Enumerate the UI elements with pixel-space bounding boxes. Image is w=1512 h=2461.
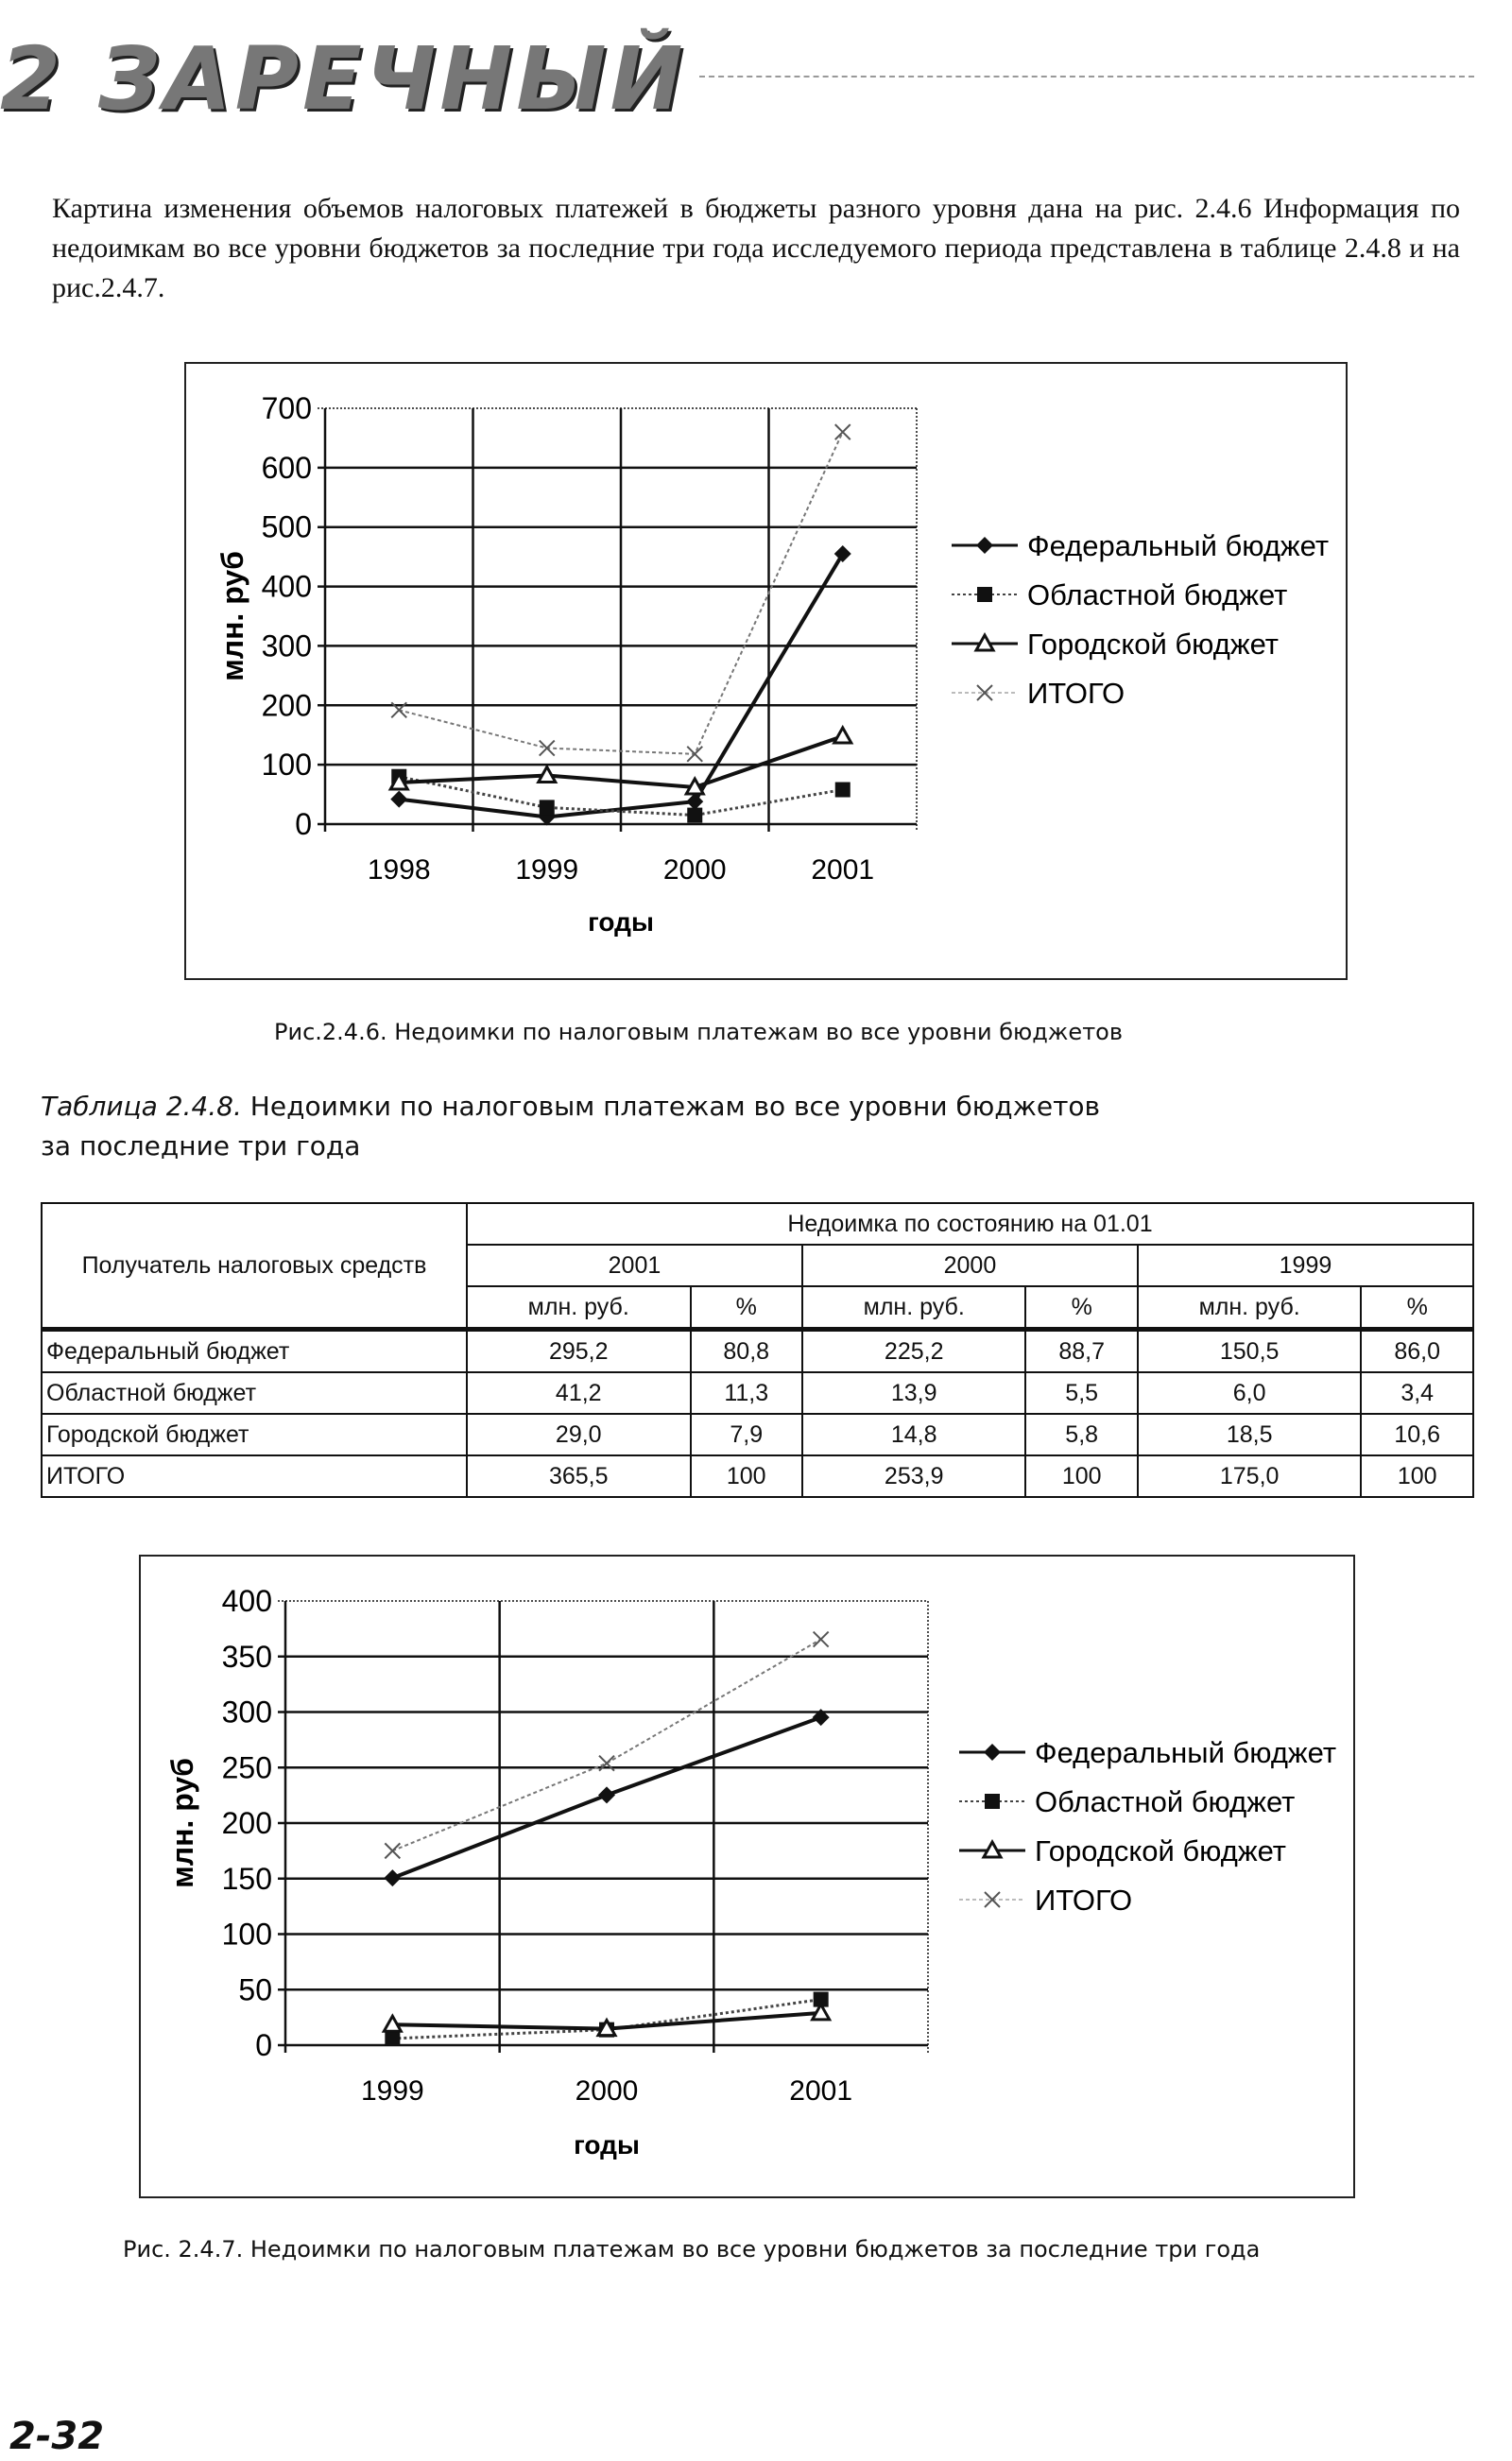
x-tick-label: 2000 [662,854,727,886]
data-point [835,424,850,439]
table-cell: 100 [691,1455,802,1497]
legend-label: ИТОГО [1035,1884,1133,1917]
legend-label: Федеральный бюджет [1027,529,1330,562]
section-logo: 2 ЗАРЕЧНЫЙ [0,28,687,129]
y-tick-label: 400 [221,1584,272,1618]
figure-2-frame [139,1555,1355,2198]
y-tick-label: 200 [221,1806,272,1840]
x-tick-label: 2001 [789,2075,853,2107]
table-cell: 29,0 [467,1414,691,1455]
y-tick-label: 50 [238,1972,272,2007]
legend-label: Городской бюджет [1027,628,1279,661]
figure-1-chart [186,364,1346,978]
figure-2-caption: Рис. 2.4.7. Недоимки по налоговым платежам во все уровни бюджетов за последние три года [123,2236,1261,2263]
legend-label: Городской бюджет [1035,1834,1286,1867]
data-point [686,793,703,810]
y-tick-label: 100 [261,748,312,783]
y-tick-label: 0 [295,807,312,841]
data-point [835,783,850,798]
y-tick-label: 100 [221,1917,272,1952]
series-line [392,1640,820,1851]
legend-label: ИТОГО [1027,677,1125,710]
table-cell: 150,5 [1138,1330,1362,1373]
x-tick-label: 1999 [515,854,579,886]
data-point [390,791,407,808]
legend-label: Областной бюджет [1027,578,1288,611]
y-axis-title: млн. руб [215,551,249,681]
legend-label: Федеральный бюджет [1035,1736,1337,1769]
x-tick-label: 1999 [360,2075,424,2107]
y-tick-label: 150 [221,1861,272,1896]
figure-1-frame [184,362,1348,980]
data-point [834,728,851,743]
data-point [540,800,555,815]
intro-paragraph: Картина изменения объемов налоговых платежей в бюджеты разного уровня дана на рис. 2.4.6 Информация по недоимкам во все уровни бюджетов за последние три года исследуемого периода представлена в таблице 2.4.8 и на рис.2.4.7. [52,193,1460,303]
table-cell: 7,9 [691,1414,802,1455]
table-cell: 5,8 [1025,1414,1137,1455]
row-label: Городской бюджет [42,1414,467,1455]
data-point [598,1786,615,1803]
table-cell: 100 [1025,1455,1137,1497]
arrears-table [41,1202,1474,1498]
page-number: 2-32 [9,2415,105,2458]
y-tick-label: 350 [221,1639,272,1674]
y-tick-label: 300 [261,628,312,663]
table-cell: 13,9 [802,1372,1026,1414]
data-point [384,1869,401,1886]
table-cell: 80,8 [691,1330,802,1373]
row-label: Областной бюджет [42,1372,467,1414]
y-tick-label: 600 [261,450,312,485]
header-pct: % [1025,1286,1137,1330]
y-tick-label: 250 [221,1750,272,1785]
table-cell: 6,0 [1138,1372,1362,1414]
data-point [834,545,851,562]
table-cell: 88,7 [1025,1330,1137,1373]
header-group: Недоимка по состоянию на 01.01 [467,1203,1473,1245]
legend-marker [977,587,992,602]
header-pct: % [691,1286,802,1330]
x-tick-label: 2000 [575,2075,639,2107]
y-tick-label: 400 [261,569,312,604]
table-cell: 18,5 [1138,1414,1362,1455]
table-cell: 5,5 [1025,1372,1137,1414]
data-point [687,747,702,762]
table-row [42,1330,1473,1373]
table-title-text: Недоимки по налоговым платежам во все уровни бюджетов [249,1091,1101,1122]
y-tick-label: 200 [261,688,312,723]
header-year: 2001 [467,1245,802,1286]
table-row [42,1372,1473,1414]
table-cell: 295,2 [467,1330,691,1373]
table-cell: 11,3 [691,1372,802,1414]
x-axis-title: годы [588,907,654,937]
y-tick-label: 500 [261,509,312,544]
data-point [385,2031,400,2046]
header-year: 1999 [1138,1245,1473,1286]
legend-marker [985,1794,1000,1809]
row-label: Федеральный бюджет [42,1330,467,1373]
legend-marker [984,1744,1001,1761]
data-point [540,741,555,756]
data-point [814,1632,829,1647]
table-cell: 175,0 [1138,1455,1362,1497]
table-cell: 41,2 [467,1372,691,1414]
y-tick-label: 700 [261,391,312,425]
y-tick-label: 300 [221,1695,272,1730]
data-point [385,1843,400,1858]
legend-label: Областной бюджет [1035,1785,1296,1818]
table-row [42,1455,1473,1497]
table-cell: 10,6 [1361,1414,1473,1455]
table-cell: 100 [1361,1455,1473,1497]
y-tick-label: 0 [255,2028,272,2062]
table-title [41,1087,1100,1166]
header-rule [699,76,1474,77]
header-recipient: Получатель налоговых средств [42,1203,467,1330]
table-cell: 3,4 [1361,1372,1473,1414]
header-unit: млн. руб. [1138,1286,1362,1330]
table-cell: 14,8 [802,1414,1026,1455]
table-cell: 86,0 [1361,1330,1473,1373]
table-title-text-2: за последние три года [41,1130,361,1162]
table-label: Таблица 2.4.8. [41,1091,242,1122]
header-unit: млн. руб. [802,1286,1026,1330]
table-cell: 253,9 [802,1455,1026,1497]
figure-2-chart [141,1557,1353,2196]
data-point [687,808,702,823]
header-year: 2000 [802,1245,1138,1286]
header-unit: млн. руб. [467,1286,691,1330]
header-pct: % [1361,1286,1473,1330]
legend-marker [976,537,993,554]
row-label: ИТОГО [42,1455,467,1497]
table-cell: 365,5 [467,1455,691,1497]
x-tick-label: 1998 [367,854,431,886]
y-axis-title: млн. руб [165,1758,199,1888]
x-tick-label: 2001 [811,854,875,886]
table-row [42,1414,1473,1455]
x-axis-title: годы [574,2130,640,2160]
table-cell: 225,2 [802,1330,1026,1373]
figure-1-caption: Рис.2.4.6. Недоимки по налоговым платежам во все уровни бюджетов [274,1019,1123,1045]
